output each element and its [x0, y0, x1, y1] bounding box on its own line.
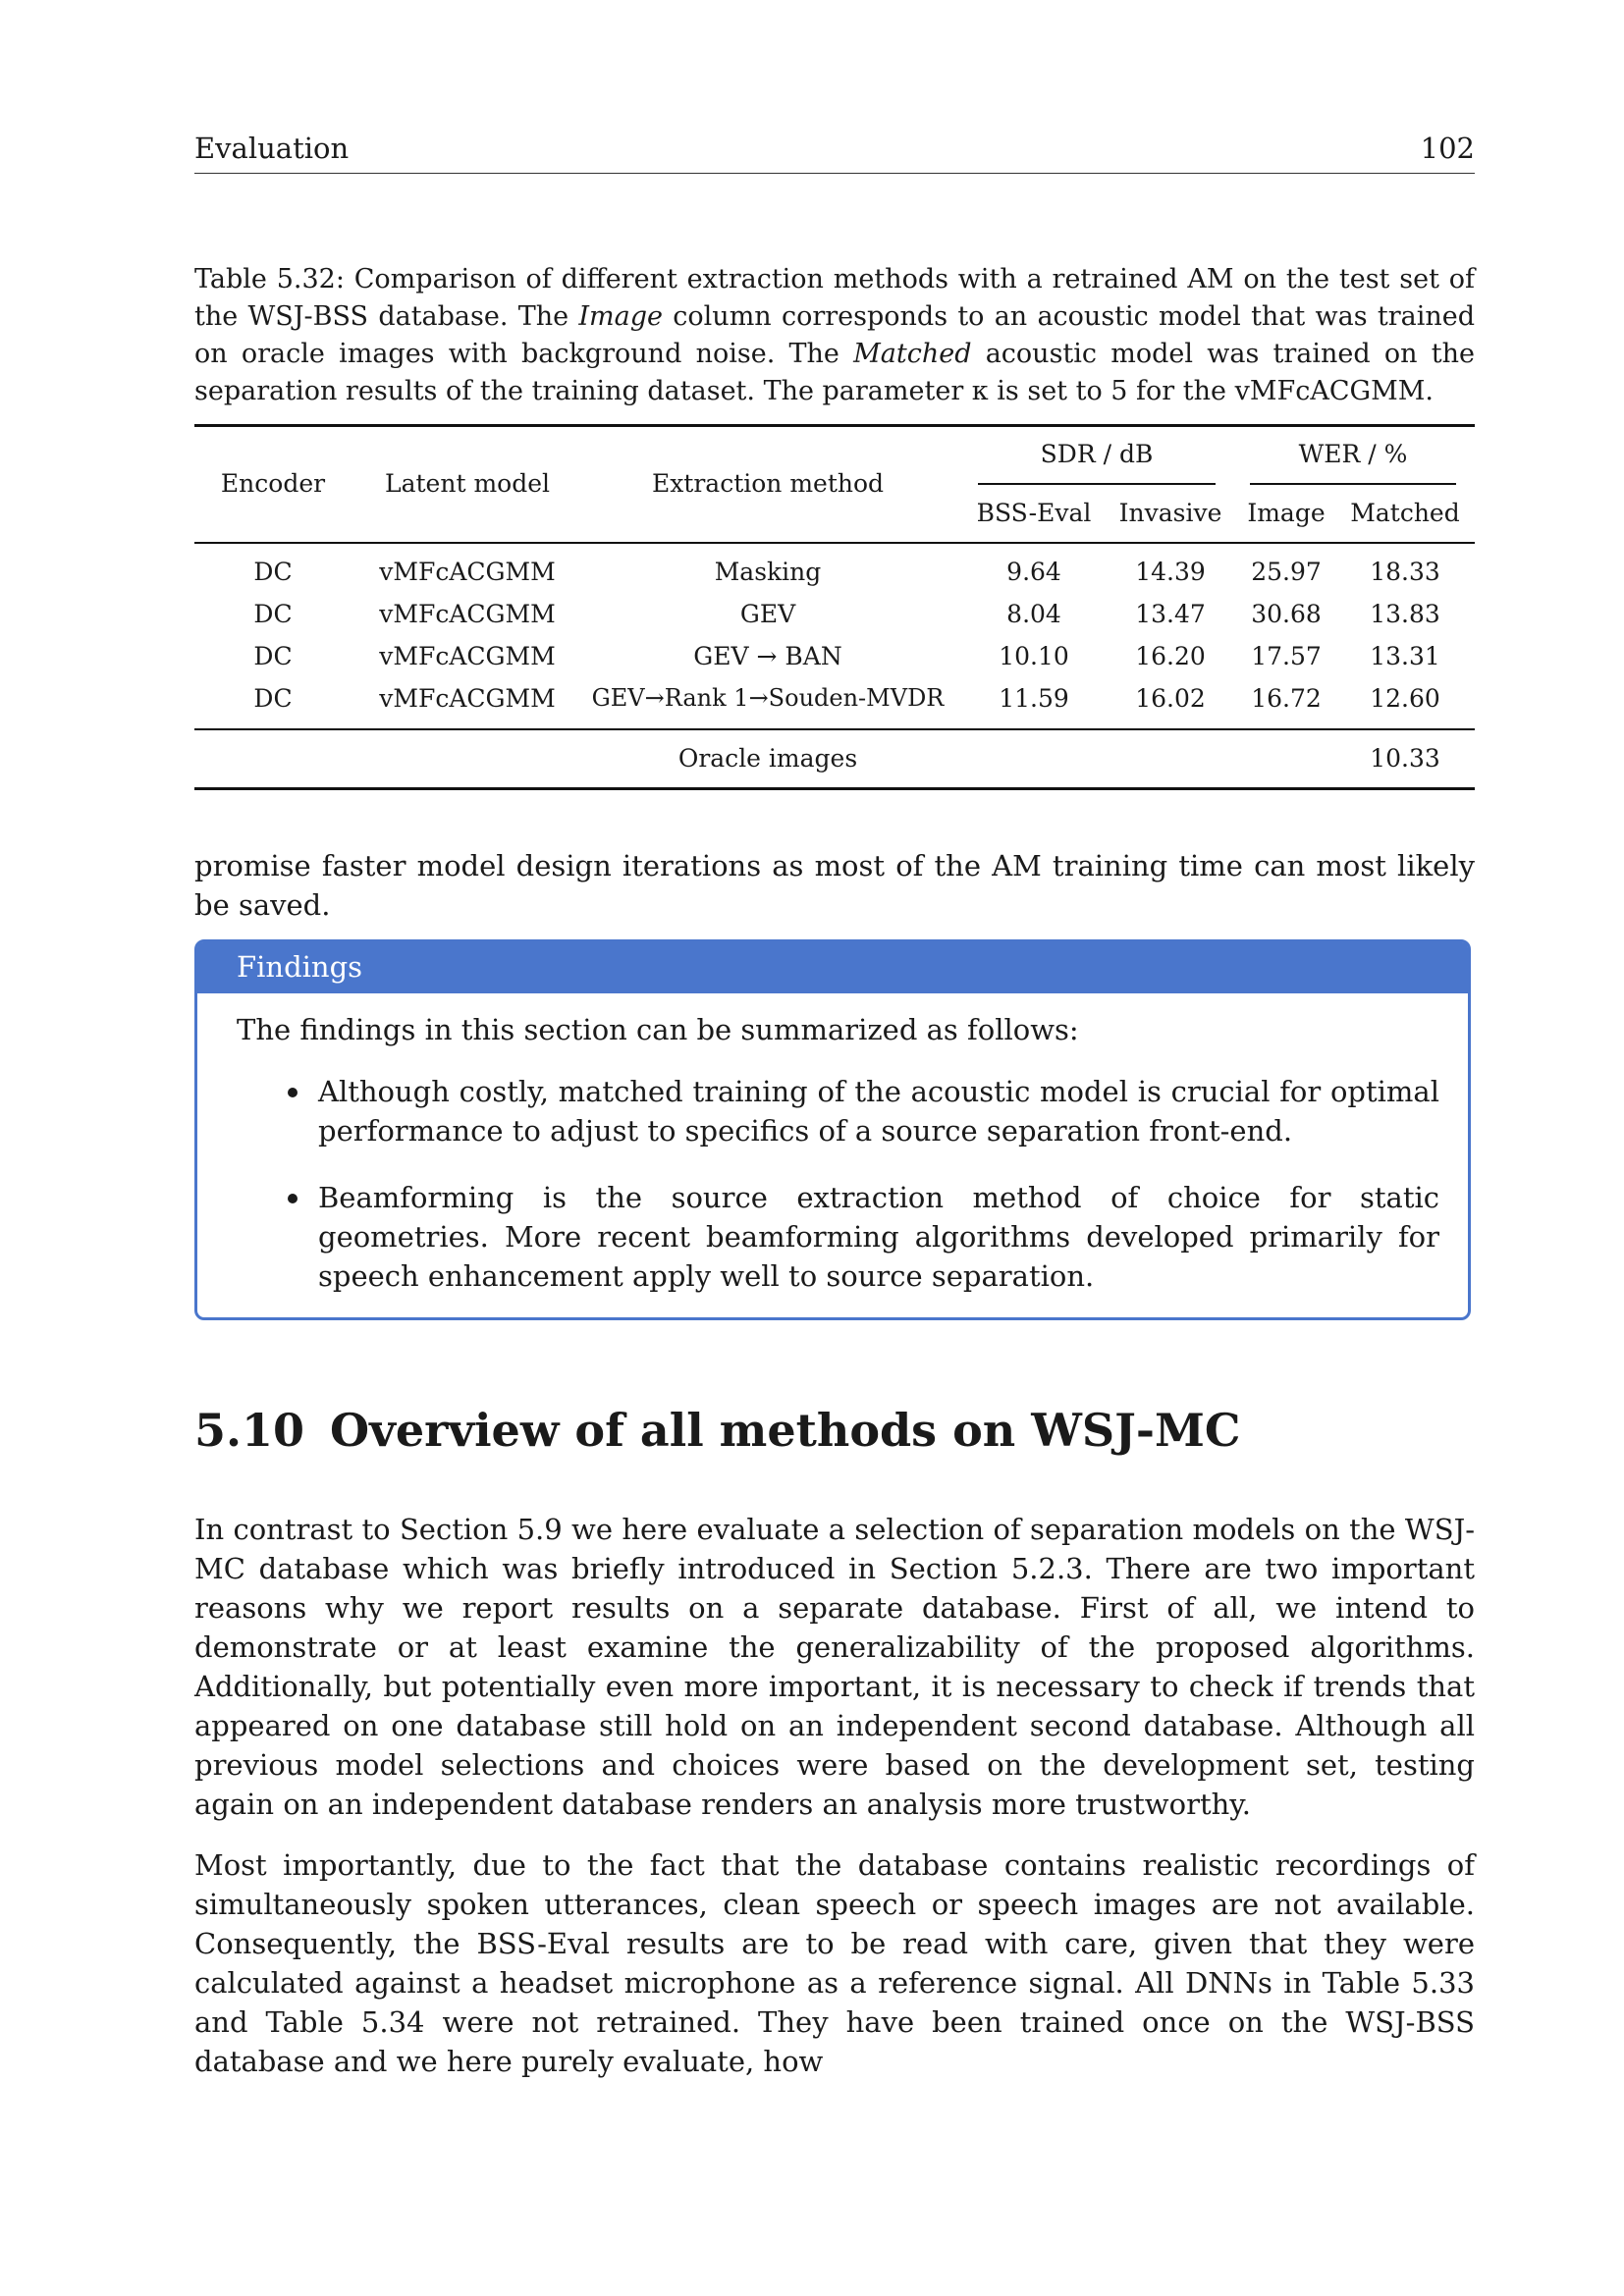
findings-list [237, 1072, 1439, 1323]
cell-invasive: 13.47 [1135, 600, 1206, 628]
body-paragraph-2: In contrast to Section 5.9 we here evaluate a selection of separation models on the WSJ-MC database which was briefly introduced in Section 5.2.3. There are two important reasons why we report results on a separate database. First of all, we intend to demonstrate or at least examine the generalizability of the proposed algorithms. Additionally, but potentially even more important, it is necessary to check if trends that appeared on one database still hold on an independent second database. Although all previous model selections and choices were based on the development set, testing again on an independent database renders an analysis more trustworthy. [194, 1513, 1475, 1821]
cell-method: GEV → BAN [693, 642, 842, 670]
table-top-rule [194, 424, 1475, 427]
cell-bss: 8.04 [1006, 600, 1061, 628]
col-header-matched: Matched [1350, 499, 1460, 527]
findings-list-item [237, 1072, 1439, 1150]
cell-image: 16.72 [1251, 684, 1322, 713]
caption-em-image: Image [578, 301, 664, 332]
findings-intro: The findings in this section can be summarized as follows: [237, 1013, 1079, 1046]
caption-text-1: Table 5.32: Comparison of different extraction methods with a retrained AM on the test set of the WSJ-BSS database. The [194, 264, 1475, 332]
table-header-rule [194, 542, 1475, 544]
table-bottom-rule [194, 787, 1475, 790]
cell-matched: 13.83 [1370, 600, 1440, 628]
col-header-invasive: Invasive [1118, 499, 1222, 527]
body-paragraph-1: promise faster model design iterations as most of the AM training time can most likely be saved. [194, 849, 1475, 922]
cell-invasive: 16.02 [1135, 684, 1206, 713]
col-header-encoder: Encoder [220, 469, 326, 498]
findings-box [194, 939, 1471, 1320]
cell-encoder: DC [253, 558, 293, 586]
header-chapter: Evaluation [194, 132, 350, 165]
cell-encoder: DC [253, 600, 293, 628]
cell-method: GEV [739, 600, 796, 628]
findings-list-item [237, 1178, 1439, 1296]
caption-em-matched: Matched [853, 339, 972, 369]
cell-encoder: DC [253, 642, 293, 670]
col-header-method: Extraction method [651, 469, 885, 498]
col-header-latent: Latent model [385, 469, 550, 498]
cell-oracle-matched: 10.33 [1370, 744, 1440, 773]
findings-title-bar [197, 942, 1468, 993]
caption-text-3: acoustic model was trained on the separation results of the training dataset. The parameter κ is set to 5 for the vMFcACGMM. [194, 339, 1475, 406]
cell-matched: 18.33 [1370, 558, 1440, 586]
wer-group-rule [1250, 483, 1456, 485]
findings-title: Findings [237, 950, 363, 984]
cell-method: Masking [714, 558, 822, 586]
cell-image: 17.57 [1251, 642, 1322, 670]
running-header [194, 130, 1475, 174]
cell-invasive: 14.39 [1135, 558, 1206, 586]
cell-image: 30.68 [1251, 600, 1322, 628]
section-title: Overview of all methods on WSJ-MC [330, 1404, 1241, 1457]
cell-encoder: DC [253, 684, 293, 713]
cell-bss: 10.10 [999, 642, 1069, 670]
sdr-group-rule [978, 483, 1216, 485]
table-oracle-rule [194, 728, 1475, 730]
body-paragraph-3: Most importantly, due to the fact that the database contains realistic recordings of simultaneously spoken utterances, clean speech or speech images are not available. Consequently, the BSS-Eval results are to be read with care, given that they were calculated against a headset microphone as a reference signal. All DNNs in Table 5.33 and Table 5.34 were not retrained. They have been trained once on the WSJ-BSS database and we here purely evaluate, how [194, 1848, 1475, 2078]
section-heading [194, 1404, 1240, 1457]
cell-latent: vMFcACGMM [379, 600, 556, 628]
bullet-icon [288, 1088, 298, 1097]
cell-latent: vMFcACGMM [379, 558, 556, 586]
bullet-icon [288, 1194, 298, 1203]
cell-matched: 13.31 [1370, 642, 1440, 670]
cell-invasive: 16.20 [1135, 642, 1206, 670]
findings-item-text: Although costly, matched training of the acoustic model is crucial for optimal performance to adjust to specifics of a source separation front-end. [318, 1075, 1439, 1148]
cell-latent: vMFcACGMM [379, 684, 556, 713]
cell-matched: 12.60 [1370, 684, 1440, 713]
col-header-image: Image [1247, 499, 1326, 527]
col-header-bss-eval: BSS-Eval [976, 499, 1092, 527]
cell-latent: vMFcACGMM [379, 642, 556, 670]
section-number: 5.10 [194, 1404, 305, 1457]
cell-bss: 11.59 [999, 684, 1069, 713]
page-number: 102 [1420, 132, 1475, 165]
cell-oracle-label: Oracle images [677, 744, 858, 773]
cell-method: GEV→Rank 1→Souden-MVDR [591, 684, 945, 712]
col-group-sdr: SDR / dB [1040, 440, 1154, 468]
table-caption [194, 261, 1475, 410]
cell-bss: 9.64 [1006, 558, 1061, 586]
col-group-wer: WER / % [1298, 440, 1408, 468]
cell-image: 25.97 [1251, 558, 1322, 586]
findings-item-text: Beamforming is the source extraction method of choice for static geometries. More recent beamforming algorithms developed primarily for speech enhancement apply well to source separation. [318, 1181, 1439, 1293]
caption-text-2: column corresponds to an acoustic model that was trained on oracle images with background noise. The [194, 301, 1476, 369]
